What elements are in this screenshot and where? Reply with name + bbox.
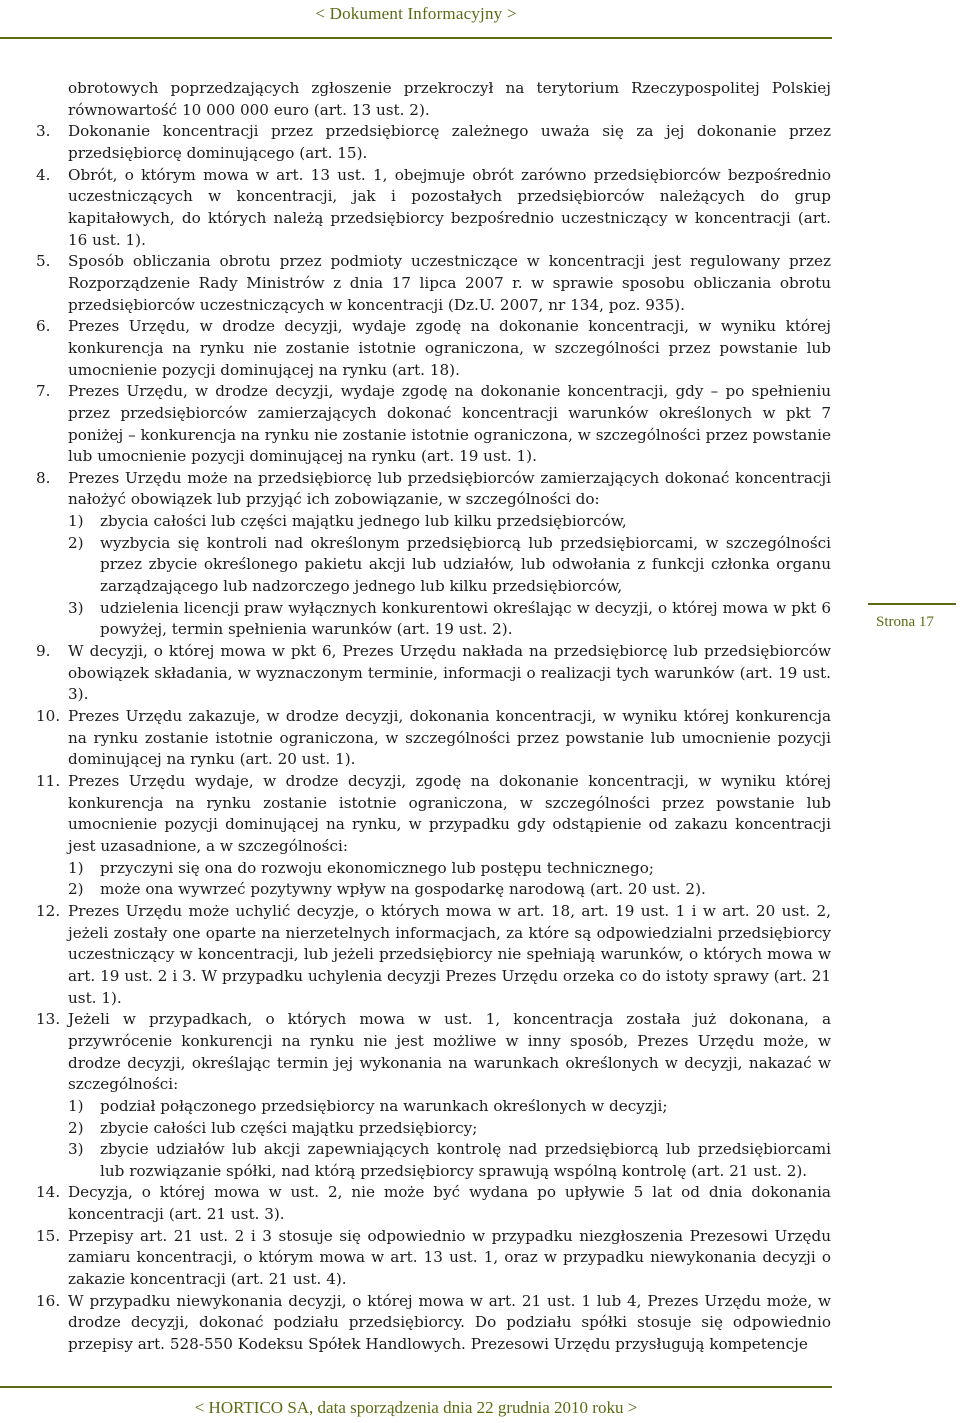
document-body <box>36 78 831 1356</box>
item-number: 4. <box>36 165 51 184</box>
item-number: 5. <box>36 252 51 271</box>
sub-item-text: przyczyni się ona do rozwoju ekonomicznego lub postępu technicznego; <box>100 858 654 877</box>
item-number: 14. <box>36 1183 61 1202</box>
item-text: W przypadku niewykonania decyzji, o której mowa w art. 21 ust. 1 lub 4, Prezes Urzędu może, w drodze decyzji, dokonać podziału przedsiębiorcy. Do podziału spółki stosuje się odpowiednio przepisy art. 528-550 Kodeksu Spółek Handlowych. Prezesowi Urzędu przysługują kompetencje <box>68 1291 831 1354</box>
list-item <box>36 121 831 164</box>
item-number: 10. <box>36 707 61 726</box>
sub-list-item <box>36 1118 831 1140</box>
list-item <box>36 468 831 511</box>
item-number: 3. <box>36 122 51 141</box>
sub-item-text: zbycie całości lub części majątku przedsiębiorcy; <box>100 1118 478 1137</box>
item-text: Przepisy art. 21 ust. 2 i 3 stosuje się odpowiednio w przypadku niezgłoszenia Prezesowi Urzędu zamiaru koncentracji, o którym mowa w art. 13 ust. 1, oraz w przypadku niewykonania decyzji o zakazie koncentracji (art. 21 ust. 4). <box>68 1226 831 1289</box>
item-number: 6. <box>36 317 51 336</box>
item-text: Prezes Urzędu wydaje, w drodze decyzji, zgodę na dokonanie koncentracji, w wyniku której konkurencja na rynku zostanie istotnie ograniczona, w szczególności przez powstanie lub umocnienie pozycji dominującej na rynku, w przypadku gdy odstąpienie od zakazu koncentracji jest uzasadnione, a w szczególności: <box>68 772 831 855</box>
sub-list-item <box>36 879 831 901</box>
item-text: Decyzja, o której mowa w ust. 2, nie może być wydana po upływie 5 lat od dnia dokonania koncentracji (art. 21 ust. 3). <box>68 1183 831 1224</box>
list-item <box>36 316 831 381</box>
item-text: Prezes Urzędu może na przedsiębiorcę lub przedsiębiorców zamierzających dokonać koncentracji nałożyć obowiązek lub przyjąć ich zobowiązanie, w szczególności do: <box>68 468 831 509</box>
list-item <box>36 251 831 316</box>
continuation-paragraph: obrotowych poprzedzających zgłoszenie przekroczył na terytorium Rzeczypospolitej Polskiej równowartość 10 000 000 euro (art. 13 ust. 2). <box>68 79 831 119</box>
item-number: 11. <box>36 772 61 790</box>
page-number-rule <box>868 603 956 605</box>
item-number: 15. <box>36 1226 61 1245</box>
item-number: 7. <box>36 382 51 401</box>
item-number: 12. <box>36 901 61 920</box>
item-text: Prezes Urzędu zakazuje, w drodze decyzji, dokonania koncentracji, w wyniku której konkurencja na rynku zostanie istotnie ograniczona, w szczególności przez powstanie lub umocnienie pozycji dominującej na rynku (art. 20 ust. 1). <box>68 707 831 769</box>
item-number: 9. <box>36 642 51 661</box>
footer-divider <box>0 1386 832 1388</box>
item-text: Jeżeli w przypadkach, o których mowa w ust. 1, koncentracja została już dokonana, a przywrócenie konkurencji na rynku nie jest możliwe w inny sposób, Prezes Urzędu może, w drodze decyzji, określając termin jej wykonania na warunkach określonych w decyzji, nakazać w szczególności: <box>68 1010 831 1094</box>
item-number: 13. <box>36 1010 61 1029</box>
list-item <box>36 771 831 858</box>
list-item <box>36 165 831 252</box>
sub-item-text: wyzbycia się kontroli nad określonym przedsiębiorcą lub przedsiębiorcami, w szczególności przez zbycie określonego pakietu akcji lub udziałów, lub odwołania z funkcji członka organu zarządzającego lub nadzorczego jednego lub kilku przedsiębiorców, <box>100 533 831 596</box>
sub-list-item <box>36 533 831 598</box>
list-item <box>36 706 831 771</box>
list-item <box>36 1291 831 1356</box>
sub-item-text: zbycia całości lub części majątku jednego lub kilku przedsiębiorców, <box>100 512 627 531</box>
item-number: 16. <box>36 1291 61 1310</box>
sub-list-item <box>36 858 831 880</box>
sub-item-number: 2) <box>68 880 84 899</box>
sub-list-item <box>36 1096 831 1118</box>
sub-item-number: 1) <box>68 858 84 877</box>
sub-list-item <box>36 1139 831 1182</box>
item-number: 8. <box>36 468 51 487</box>
sub-item-text: zbycie udziałów lub akcji zapewniających kontrolę nad przedsiębiorcą lub przedsiębiorcami lub rozwiązanie spółki, nad którą przedsiębiorcy sprawują wspólną kontrolę (art. 21 ust. 2). <box>100 1140 831 1180</box>
list-item <box>36 1009 831 1096</box>
sub-item-number: 3) <box>68 1140 84 1159</box>
sub-item-text: udzielenia licencji praw wyłącznych konkurentowi określając w decyzji, o której mowa w pkt 6 powyżej, termin spełnienia warunków (art. 19 ust. 2). <box>100 598 831 639</box>
item-text: Prezes Urzędu może uchylić decyzje, o których mowa w art. 18, art. 19 ust. 1 i w art. 20 ust. 2, jeżeli zostały one oparte na nierzetelnych informacjach, za które są odpowiedzialni przedsiębiorcy uczestniczący w koncentracji, lub jeżeli przedsiębiorcy nie spełniają warunków, o których mowa w art. 19 ust. 2 i 3. W przypadku uchylenia decyzji Prezes Urzędu orzeka co do istoty sprawy (art. 21 ust. 1). <box>68 901 831 1007</box>
header-divider <box>0 37 832 39</box>
item-text: Prezes Urzędu, w drodze decyzji, wydaje zgodę na dokonanie koncentracji, w wyniku której konkurencja na rynku nie zostanie istotnie ograniczona, w szczególności przez powstanie lub umocnienie pozycji dominującej na rynku (art. 18). <box>68 317 831 379</box>
sub-item-text: podział połączonego przedsiębiorcy na warunkach określonych w decyzji; <box>100 1096 668 1115</box>
list-item <box>36 641 831 706</box>
sub-list-item <box>36 598 831 641</box>
item-text: Obrót, o którym mowa w art. 13 ust. 1, obejmuje obrót zarówno przedsiębiorców bezpośrednio uczestniczących w koncentracji, jak i pozostałych przedsiębiorców należących do grup kapitałowych, do których należą przedsiębiorcy bezpośrednio uczestniczący w koncentracji (art. 16 ust. 1). <box>68 165 831 249</box>
sub-list-item <box>36 511 831 533</box>
item-text: Prezes Urzędu, w drodze decyzji, wydaje zgodę na dokonanie koncentracji, gdy – po spełnieniu przez przedsiębiorców zamierzających dokonać koncentracji warunków określonych w pkt 7 poniżej – konkurencja na rynku nie zostanie istotnie ograniczona, w szczególności przez powstanie lub umocnienie pozycji dominującej na rynku (art. 19 ust. 1). <box>68 382 831 466</box>
list-item <box>36 1182 831 1225</box>
sub-item-number: 1) <box>68 512 84 531</box>
list-item <box>36 381 831 468</box>
page-footer-text: < HORTICO SA, data sporządzenia dnia 22 grudnia 2010 roku > <box>194 1398 638 1417</box>
sub-item-number: 1) <box>68 1096 84 1115</box>
item-text: Sposób obliczania obrotu przez podmioty uczestniczące w koncentracji jest regulowany przez Rozporządzenie Rady Ministrów z dnia 17 lipca 2007 r. w sprawie sposobu obliczania obrotu przedsiębiorców uczestniczących w koncentracji (Dz.U. 2007, nr 134, poz. 935). <box>68 252 831 314</box>
sub-item-number: 2) <box>68 1118 84 1137</box>
item-text: W decyzji, o której mowa w pkt 6, Prezes Urzędu nakłada na przedsiębiorcę lub przedsiębiorców obowiązek składania, w wyznaczonym terminie, informacji o realizacji tych warunków (art. 19 ust. 3). <box>68 642 831 704</box>
sub-item-number: 2) <box>68 533 84 552</box>
sub-item-text: może ona wywrzeć pozytywny wpływ na gospodarkę narodową (art. 20 ust. 2). <box>100 880 706 899</box>
item-text: Dokonanie koncentracji przez przedsiębiorcę zależnego uważa się za jej dokonanie przez przedsiębiorcę dominującego (art. 15). <box>68 122 831 162</box>
page-header-title: < Dokument Informacyjny > <box>315 4 517 23</box>
page-number-label: Strona 17 <box>876 614 934 630</box>
page-number-box <box>868 603 960 631</box>
list-item <box>36 901 831 1009</box>
sub-item-number: 3) <box>68 598 84 617</box>
list-item <box>36 1226 831 1291</box>
